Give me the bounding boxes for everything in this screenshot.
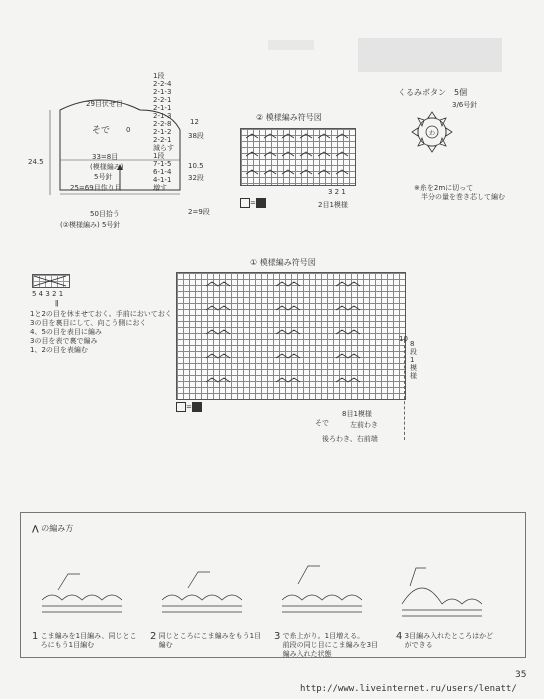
source-url[interactable]: http://www.liveinternet.ru/users/lenatt/	[300, 684, 517, 694]
shape-2: 2-1-3	[153, 88, 172, 96]
shape-7: 2-1-2	[153, 128, 172, 136]
header-shade-1	[358, 38, 502, 72]
chart2-title: ② 模様編み符号図	[256, 113, 322, 122]
sleeve-mid: 33=8目	[92, 153, 119, 161]
shape-14: 増す	[153, 184, 167, 192]
shape-3: 2-2-1	[153, 96, 172, 104]
button-note: ※糸を2mに切って 半分の量を巻き芯して編む	[414, 184, 505, 201]
sleeve-zero: 0	[126, 126, 131, 134]
howto-title: ⋀ の編み方	[32, 524, 74, 533]
step-1	[32, 632, 136, 650]
chart1-sode: そで	[315, 419, 329, 427]
sleeve-top-rows: 29目伏せ目	[86, 100, 123, 108]
header-shade-2	[268, 40, 314, 50]
step-3-text: で糸上がり。1目増える。 前段の同じ目にこま編みを3目 編み入れた状態	[282, 632, 379, 658]
shape-0: 1段	[153, 72, 165, 80]
shape-4: 2-1-1	[153, 104, 172, 112]
sleeve-label: そで	[92, 126, 111, 136]
cross-desc: 1と2の目を休ませておく。手前においておく 3の目を裏目にして、向こう側におく 4、5の目を表目に編み 3の目を表で裏で編み 1、2の目を表編む	[30, 310, 172, 354]
chart1-right-label: 8段1模様	[410, 340, 417, 380]
page-number: 35	[515, 670, 527, 680]
shape-5: 2-1-3	[153, 112, 172, 120]
chart2-nums: 3 2 1	[328, 188, 346, 196]
sleeve-pattern: (模様編み)	[90, 163, 124, 171]
chart2-legend: =	[240, 198, 266, 208]
button-title: くるみボタン 5個	[398, 88, 468, 97]
chart1-bottom1: 8目1模様	[342, 410, 372, 418]
chart1-top-num: 10	[399, 335, 408, 343]
shape-6: 2-2-8	[153, 120, 172, 128]
measure-12: 12	[190, 118, 199, 126]
sleeve-height: 24.5	[28, 158, 44, 166]
step-2	[150, 632, 261, 650]
shape-10: 1段	[153, 152, 165, 160]
howto-illustrations	[38, 560, 508, 624]
shape-12: 6-1-4	[153, 168, 172, 176]
shape-13: 4-1-1	[153, 176, 172, 184]
button-diagram	[404, 104, 460, 160]
sleeve-shaping-numbers	[153, 72, 189, 192]
step-3	[274, 632, 378, 659]
chart2-symbols	[240, 128, 356, 186]
chart1-symbols	[176, 272, 406, 400]
measure-105: 10.5	[188, 162, 204, 170]
step-2-num: 2	[150, 631, 157, 642]
step-1-text: こま編みを1目編み、同じとこ ろにもう1目編む	[40, 632, 137, 649]
step-4-text: 3目編み入れたところはかど ができる	[404, 632, 494, 649]
shape-8: 2-2-1	[153, 136, 172, 144]
sleeve-diagram	[20, 70, 220, 230]
chart1-bottom2: 左前わき	[350, 421, 378, 429]
chart1-title: ① 模様編み符号図	[250, 258, 316, 267]
howto-title-text: の編み方	[41, 524, 74, 533]
measure-2: 2=9段	[188, 208, 210, 216]
chart1-legend: =	[176, 402, 202, 412]
shape-1: 2-2-4	[153, 80, 172, 88]
cross-symbol	[32, 274, 70, 288]
sleeve-pick: 50目拾う	[90, 210, 120, 218]
button-needle: 3/6号針	[452, 101, 478, 109]
step-2-text: 同じところにこま編みをもう1目 編む	[158, 632, 262, 649]
step-4-num: 4	[396, 631, 403, 642]
step-1-num: 1	[32, 631, 39, 642]
shape-9: 減らす	[153, 144, 174, 152]
sleeve-needle: 5号針	[94, 173, 113, 181]
step-3-num: 3	[274, 631, 281, 642]
svg-text:わ: わ	[429, 130, 436, 137]
chart1-bottom3: 後ろわき、右前端	[322, 435, 378, 443]
cross-eq: ǁ	[55, 299, 59, 307]
sleeve-bottom: 25=69目作り目	[70, 184, 122, 192]
step-4	[396, 632, 493, 650]
sleeve-pattern2: (②模様編み) 5号針	[60, 221, 121, 229]
chart1-dash	[404, 340, 405, 440]
cross-nums: 5 4 3 2 1	[32, 290, 64, 298]
measure-32: 32段	[188, 174, 204, 182]
measure-38: 38段	[188, 132, 204, 140]
shape-11: 7-1-5	[153, 160, 172, 168]
chart2-repeat: 2目1模様	[318, 201, 348, 209]
